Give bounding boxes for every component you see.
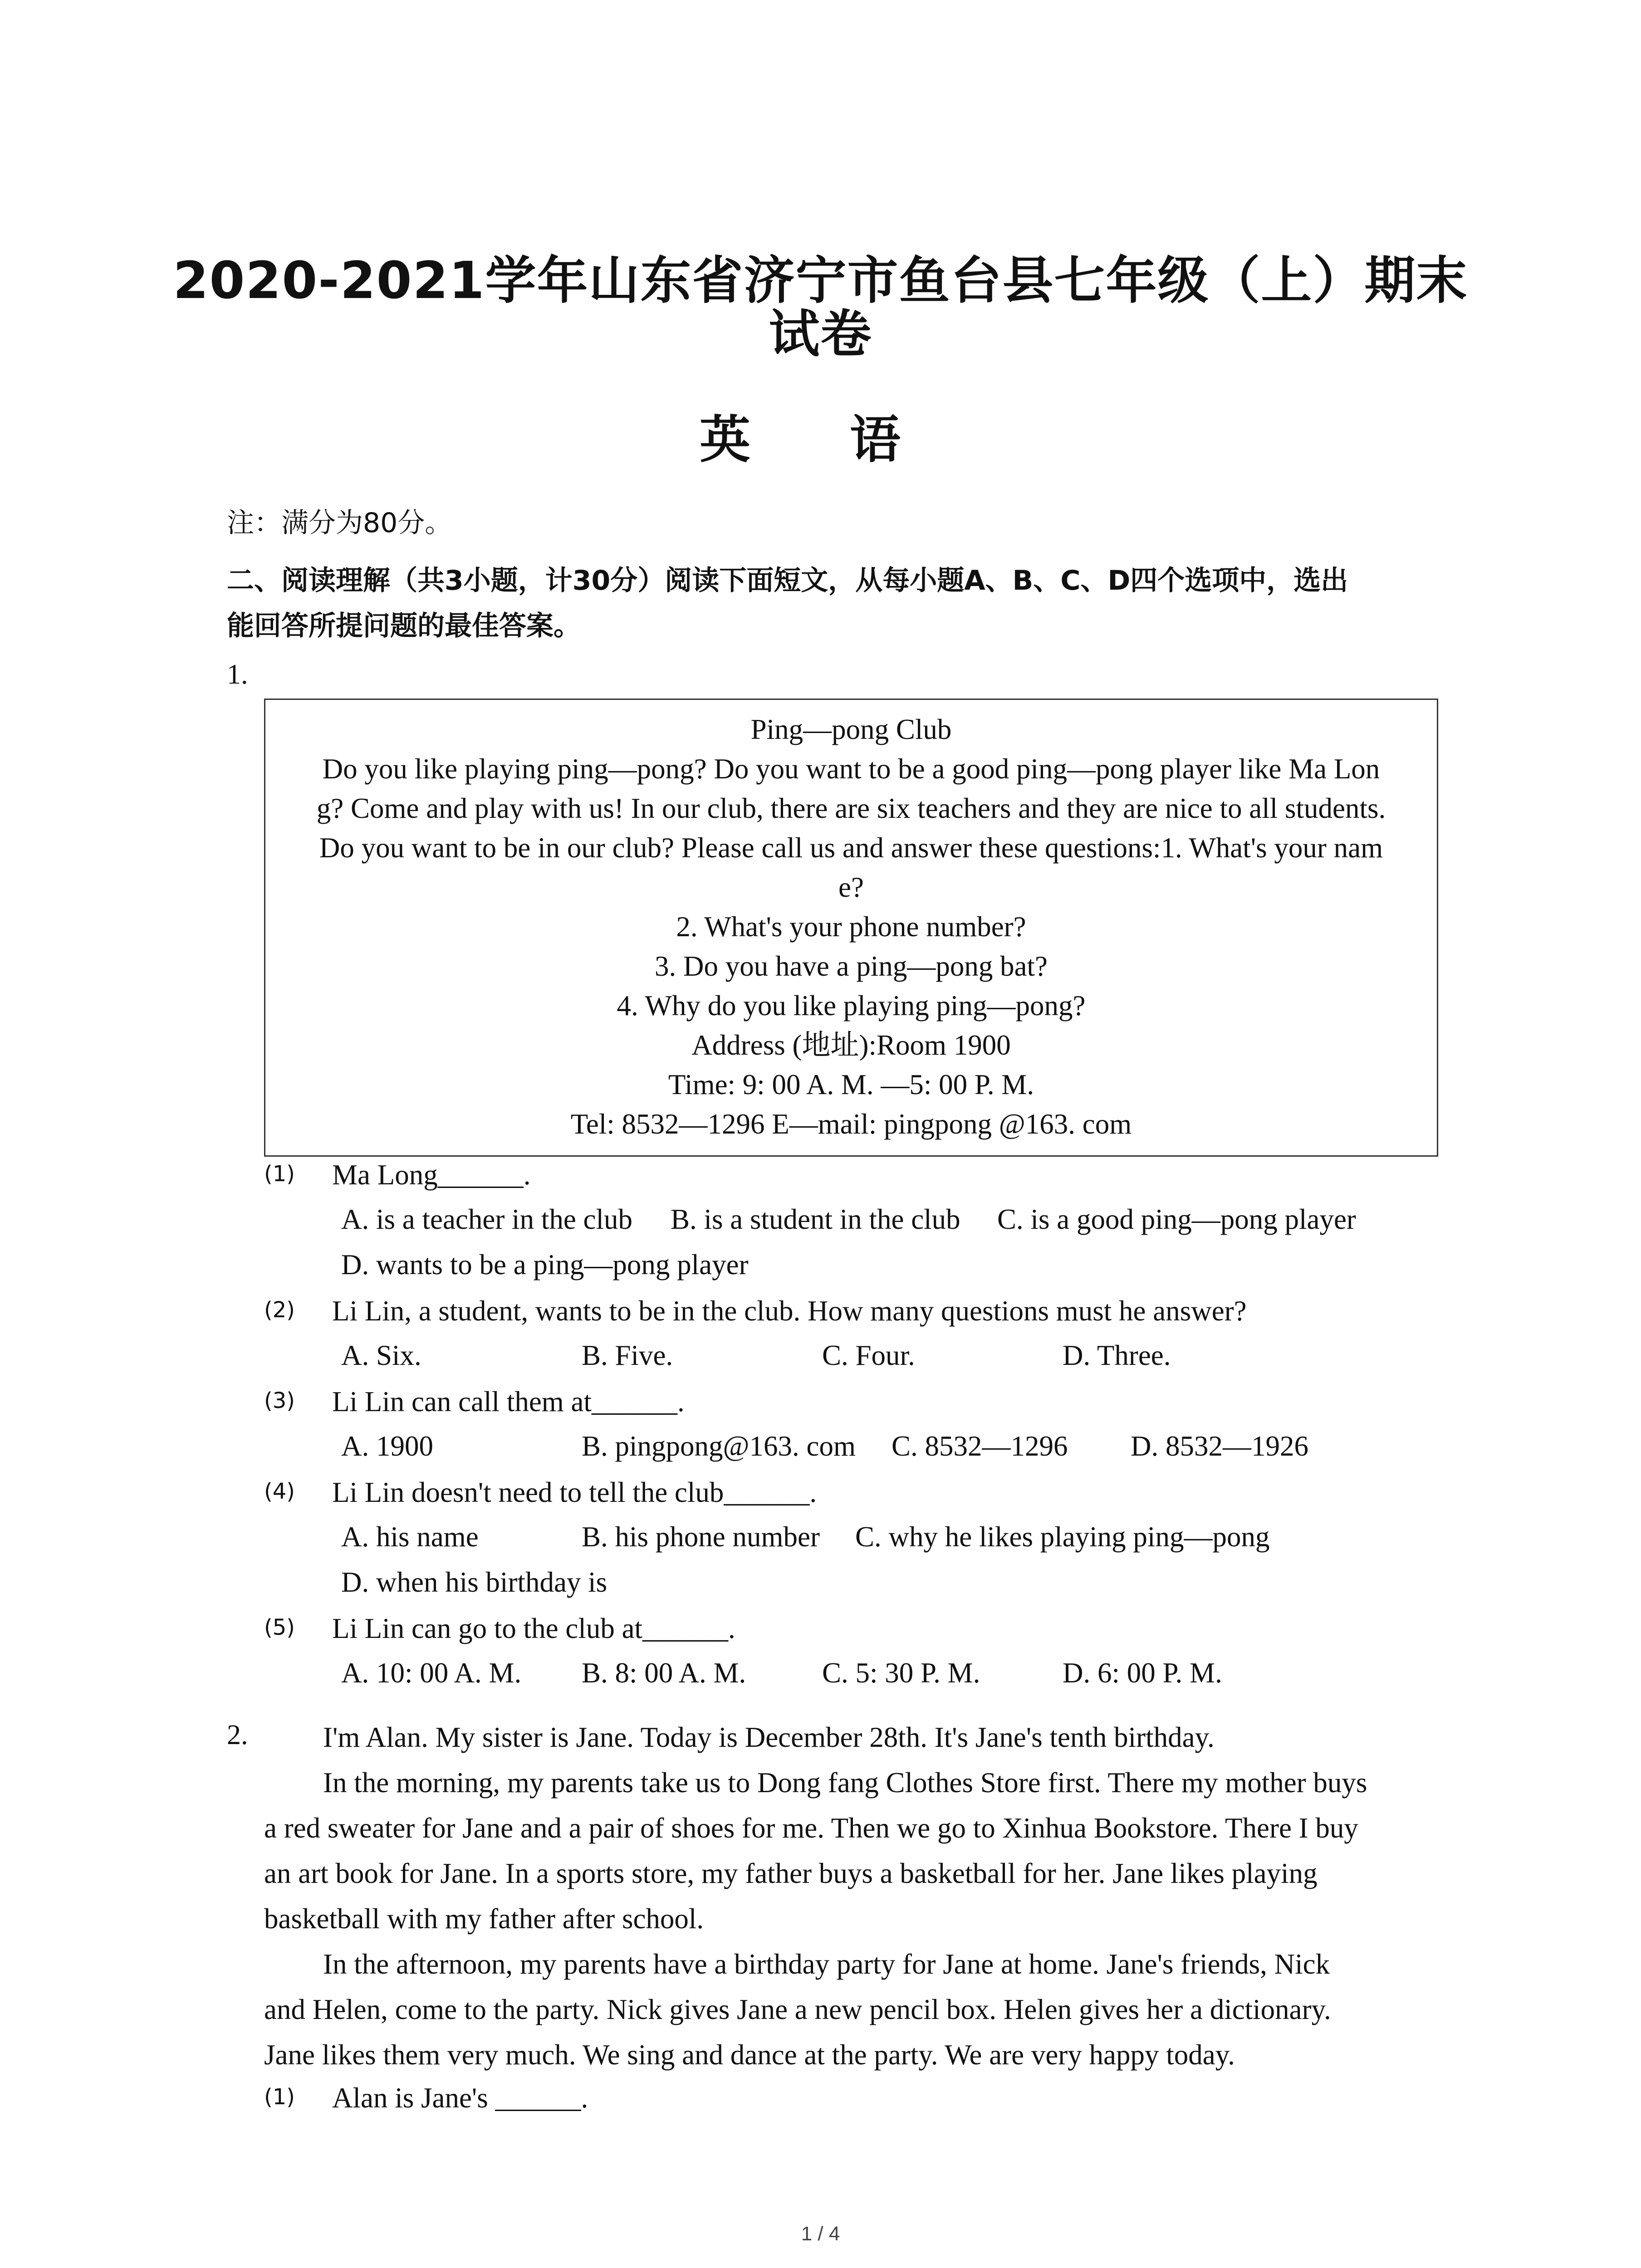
option-d: D. when his birthday is — [341, 1566, 607, 1598]
sub-stem: Ma Long______. — [332, 1159, 531, 1191]
option-a: A. is a teacher in the club — [341, 1203, 632, 1235]
passage-line: and Helen, come to the party. Nick gives Jane a new pencil box. Helen gives her a dictionary. — [264, 1994, 1331, 2025]
notice-line: Do you want to be in our club? Please call us and answer these questions:1. What's your nam — [319, 832, 1383, 864]
option-c: C. is a good ping—pong player — [997, 1203, 1356, 1235]
question-2-number: 2. — [227, 1720, 248, 1750]
notice-line: Tel: 8532—1296 E—mail: pingpong @163. com — [570, 1108, 1132, 1140]
option-d: D. wants to be a ping—pong player — [341, 1249, 749, 1281]
option-c: C. 8532—1296 — [892, 1430, 1068, 1462]
page-number: 1 / 4 — [801, 2223, 840, 2245]
subject-title: 英 语 — [700, 411, 941, 469]
notice-line: Ping—pong Club — [750, 714, 952, 745]
sub-stem: Li Lin, a student, wants to be in the club. How many questions must he answer? — [332, 1295, 1247, 1327]
section-heading — [227, 558, 1443, 649]
option-c: C. 5: 30 P. M. — [822, 1657, 980, 1689]
option-d: D. Three. — [1063, 1339, 1171, 1371]
notice-line: e? — [838, 871, 864, 903]
passage-line: Jane likes them very much. We sing and dance at the party. We are very happy today. — [264, 2039, 1235, 2071]
option-b: B. his phone number — [582, 1521, 820, 1553]
exam-title — [0, 251, 1641, 364]
option-c: C. Four. — [822, 1339, 915, 1371]
option-b: B. is a student in the club — [671, 1203, 960, 1235]
section-heading-line-1: 二、阅读理解（共3小题，计30分）阅读下面短文，从每小题A、B、C、D四个选项中，选出 — [227, 565, 1348, 596]
notice-line: Do you like playing ping—pong? Do you want to be a good ping—pong player like Ma Lon — [322, 753, 1380, 785]
passage-line: In the morning, my parents take us to Dong fang Clothes Store first. There my mother buys — [323, 1767, 1367, 1799]
birthday-passage — [264, 1715, 1448, 2077]
option-b: B. Five. — [582, 1339, 673, 1371]
sub-number: (5) — [264, 1615, 295, 1640]
notice-line: 2. What's your phone number? — [676, 911, 1026, 943]
passage-line: a red sweater for Jane and a pair of shoes for me. Then we go to Xinhua Bookstore. There I buy — [264, 1812, 1358, 1844]
option-a: A. 10: 00 A. M. — [341, 1657, 522, 1689]
passage-line: I'm Alan. My sister is Jane. Today is December 28th. It's Jane's tenth birthday. — [323, 1721, 1215, 1753]
option-a: A. 1900 — [341, 1430, 433, 1462]
sub-number: (3) — [264, 1388, 295, 1413]
title-line-2: 试卷 — [769, 305, 872, 364]
option-b: B. 8: 00 A. M. — [582, 1657, 746, 1689]
section-heading-line-2: 能回答所提问题的最佳答案。 — [227, 610, 581, 642]
score-note: 注：满分为80分。 — [227, 507, 452, 539]
sub-stem: Li Lin can go to the club at______. — [332, 1613, 735, 1644]
option-a: A. his name — [341, 1521, 479, 1553]
option-c: C. why he likes playing ping—pong — [855, 1521, 1270, 1553]
sub-stem: Li Lin doesn't need to tell the club______. — [332, 1476, 817, 1508]
option-d: D. 8532—1926 — [1131, 1430, 1308, 1462]
option-d: D. 6: 00 P. M. — [1063, 1657, 1222, 1689]
notice-line: Address (地址):Room 1900 — [691, 1029, 1011, 1061]
sub-number: (1) — [264, 2084, 295, 2110]
sub-number: (2) — [264, 1297, 295, 1323]
question-1-number: 1. — [227, 659, 248, 690]
sub-stem: Li Lin can call them at______. — [332, 1386, 685, 1418]
passage-line: an art book for Jane. In a sports store, my father buys a basketball for her. Jane likes playing — [264, 1857, 1318, 1889]
notice-line: 4. Why do you like playing ping—pong? — [617, 990, 1086, 1022]
notice-line: 3. Do you have a ping—pong bat? — [654, 950, 1048, 982]
title-line-1: 2020-2021学年山东省济宁市鱼台县七年级（上）期末 — [173, 251, 1468, 310]
ping-pong-club-notice — [264, 699, 1438, 1157]
passage-line: basketball with my father after school. — [264, 1903, 704, 1935]
passage-line: In the afternoon, my parents have a birthday party for Jane at home. Jane's friends, Nick — [323, 1948, 1330, 1980]
sub-number: (4) — [264, 1479, 295, 1504]
sub-number: (1) — [264, 1161, 295, 1187]
option-a: A. Six. — [341, 1339, 421, 1371]
option-b: B. pingpong@163. com — [582, 1430, 856, 1462]
notice-line: Time: 9: 00 A. M. —5: 00 P. M. — [668, 1069, 1034, 1100]
notice-line: g? Come and play with us! In our club, there are six teachers and they are nice to all students. — [316, 792, 1386, 824]
sub-stem: Alan is Jane's ______. — [332, 2082, 588, 2114]
